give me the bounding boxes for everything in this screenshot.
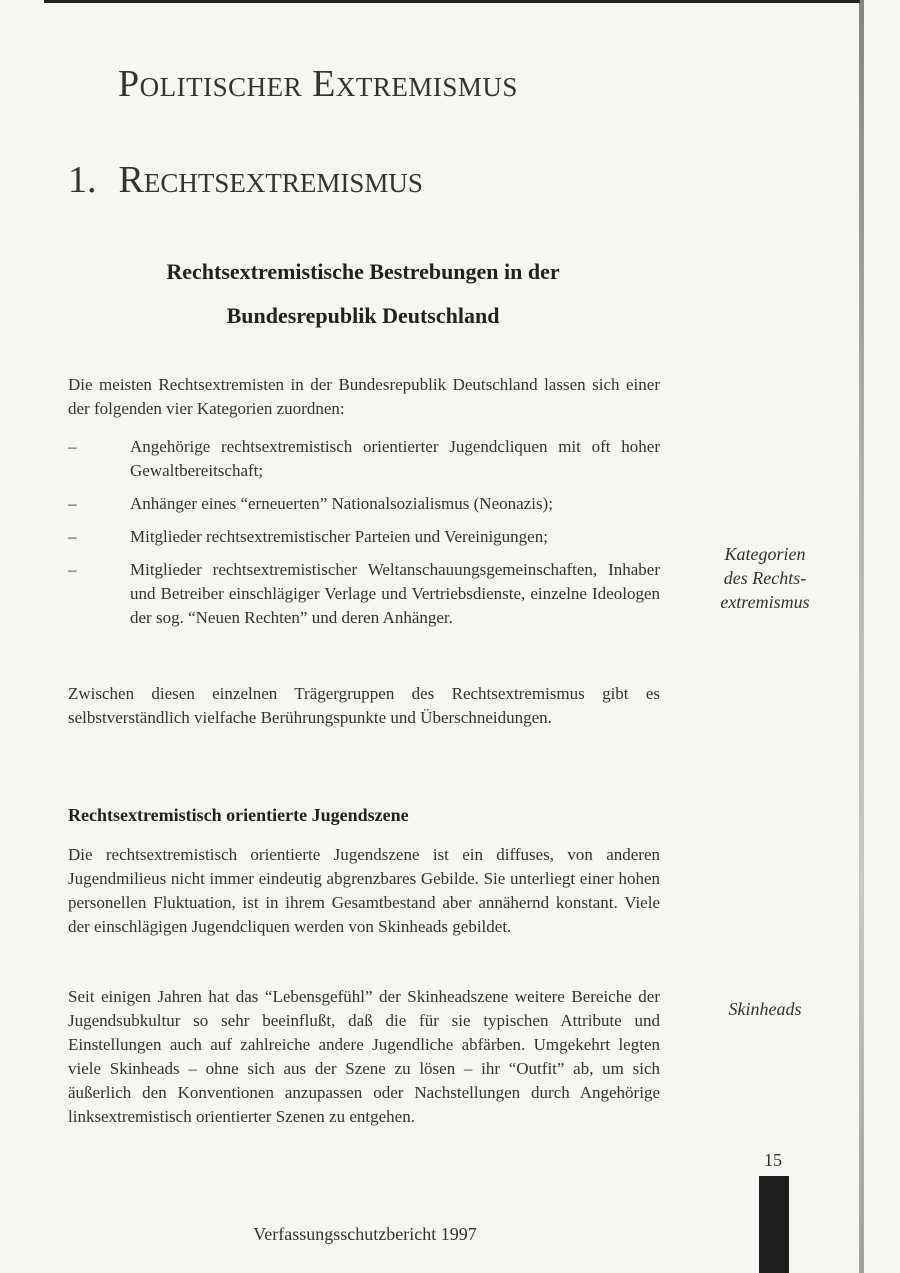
section-number: 1. xyxy=(68,159,97,201)
list-item-text: Angehörige rechtsextremistisch orientierter Jugendcliquen mit oft hoher Gewaltbereitschaft; xyxy=(130,437,660,480)
page-tab-marker xyxy=(759,1176,789,1273)
margin-note-line: extremismus xyxy=(720,592,810,612)
jugendszene-paragraph: Die rechtsextremistisch orientierte Jugendszene ist ein diffuses, von anderen Jugendmilieus nicht immer eindeutig abgrenzbares Gebilde. Sie unterliegt einer hohen personellen Fluktuation, ist in ihrem Gesamtbestand aber annähernd konstant. Viele der einschlägigen Jugendcliquen werden von Skinheads gebildet. xyxy=(68,845,660,936)
bullet-dash: – xyxy=(68,527,77,546)
margin-note-skinheads: Skinheads xyxy=(728,999,802,1019)
page-edge-shadow xyxy=(859,0,864,1273)
list-item-text: Anhänger eines “erneuerten” Nationalsozialismus (Neonazis); xyxy=(130,494,553,513)
list-item-text: Mitglieder rechtsextremistischer Weltanschauungsgemeinschaften, Inhaber und Betreiber einschlägiger Verlage und Vertriebsdienste, einzelne Ideologen der sog. “Neuen Rechten” und deren Anhänger. xyxy=(130,560,660,627)
list-item xyxy=(68,435,660,483)
section-heading xyxy=(68,158,423,202)
list-item xyxy=(68,525,660,549)
list-item xyxy=(68,558,660,630)
margin-note-kategorien xyxy=(700,542,830,614)
section-title: Rechtsextremismus xyxy=(118,159,423,201)
margin-note-line: Kategorien xyxy=(724,544,806,564)
list-item xyxy=(68,492,660,516)
list-item-text: Mitglieder rechtsextremistischer Parteien und Vereinigungen; xyxy=(130,527,548,546)
overlap-paragraph: Zwischen diesen einzelnen Trägergruppen des Rechtsextremismus gibt es selbstverständlich vielfache Berührungspunkte und Überschneidungen. xyxy=(68,684,660,727)
subtitle-line-1: Rechtsextremistische Bestrebungen in der xyxy=(166,259,560,284)
bullet-dash: – xyxy=(68,560,77,579)
bullet-dash: – xyxy=(68,494,77,513)
page-number: 15 xyxy=(764,1150,782,1170)
margin-note-line: des Rechts- xyxy=(723,568,807,588)
skinheads-paragraph: Seit einigen Jahren hat das “Lebensgefühl” der Skinheadszene weitere Bereiche der Jugendsubkultur so sehr beeinflußt, daß die für sie typischen Attribute und Einstellungen auch auf zahlreiche andere Jugendliche abfärben. Umgekehrt legten viele Skinheads – ohne sich aus der Szene zu lösen – ihr “Outfit” ab, um sich äußerlich den Konventionen anzupassen oder Nachstellungen durch Angehörige linksextremistisch orientierter Szenen zu entgehen. xyxy=(68,987,660,1126)
footer: Verfassungsschutzbericht 1997 xyxy=(253,1224,477,1244)
subtitle-line-2: Bundesrepublik Deutschland xyxy=(226,303,500,328)
bullet-dash: – xyxy=(68,437,77,456)
subtitle xyxy=(68,250,658,338)
intro-paragraph: Die meisten Rechtsextremisten in der Bundesrepublik Deutschland lassen sich einer der folgenden vier Kategorien zuordnen: xyxy=(68,375,660,418)
jugendszene-heading: Rechtsextremistisch orientierte Jugendszene xyxy=(68,805,409,825)
chapter-title: Politischer Extremismus xyxy=(118,63,518,105)
top-rule xyxy=(44,0,860,3)
category-list xyxy=(68,435,660,639)
